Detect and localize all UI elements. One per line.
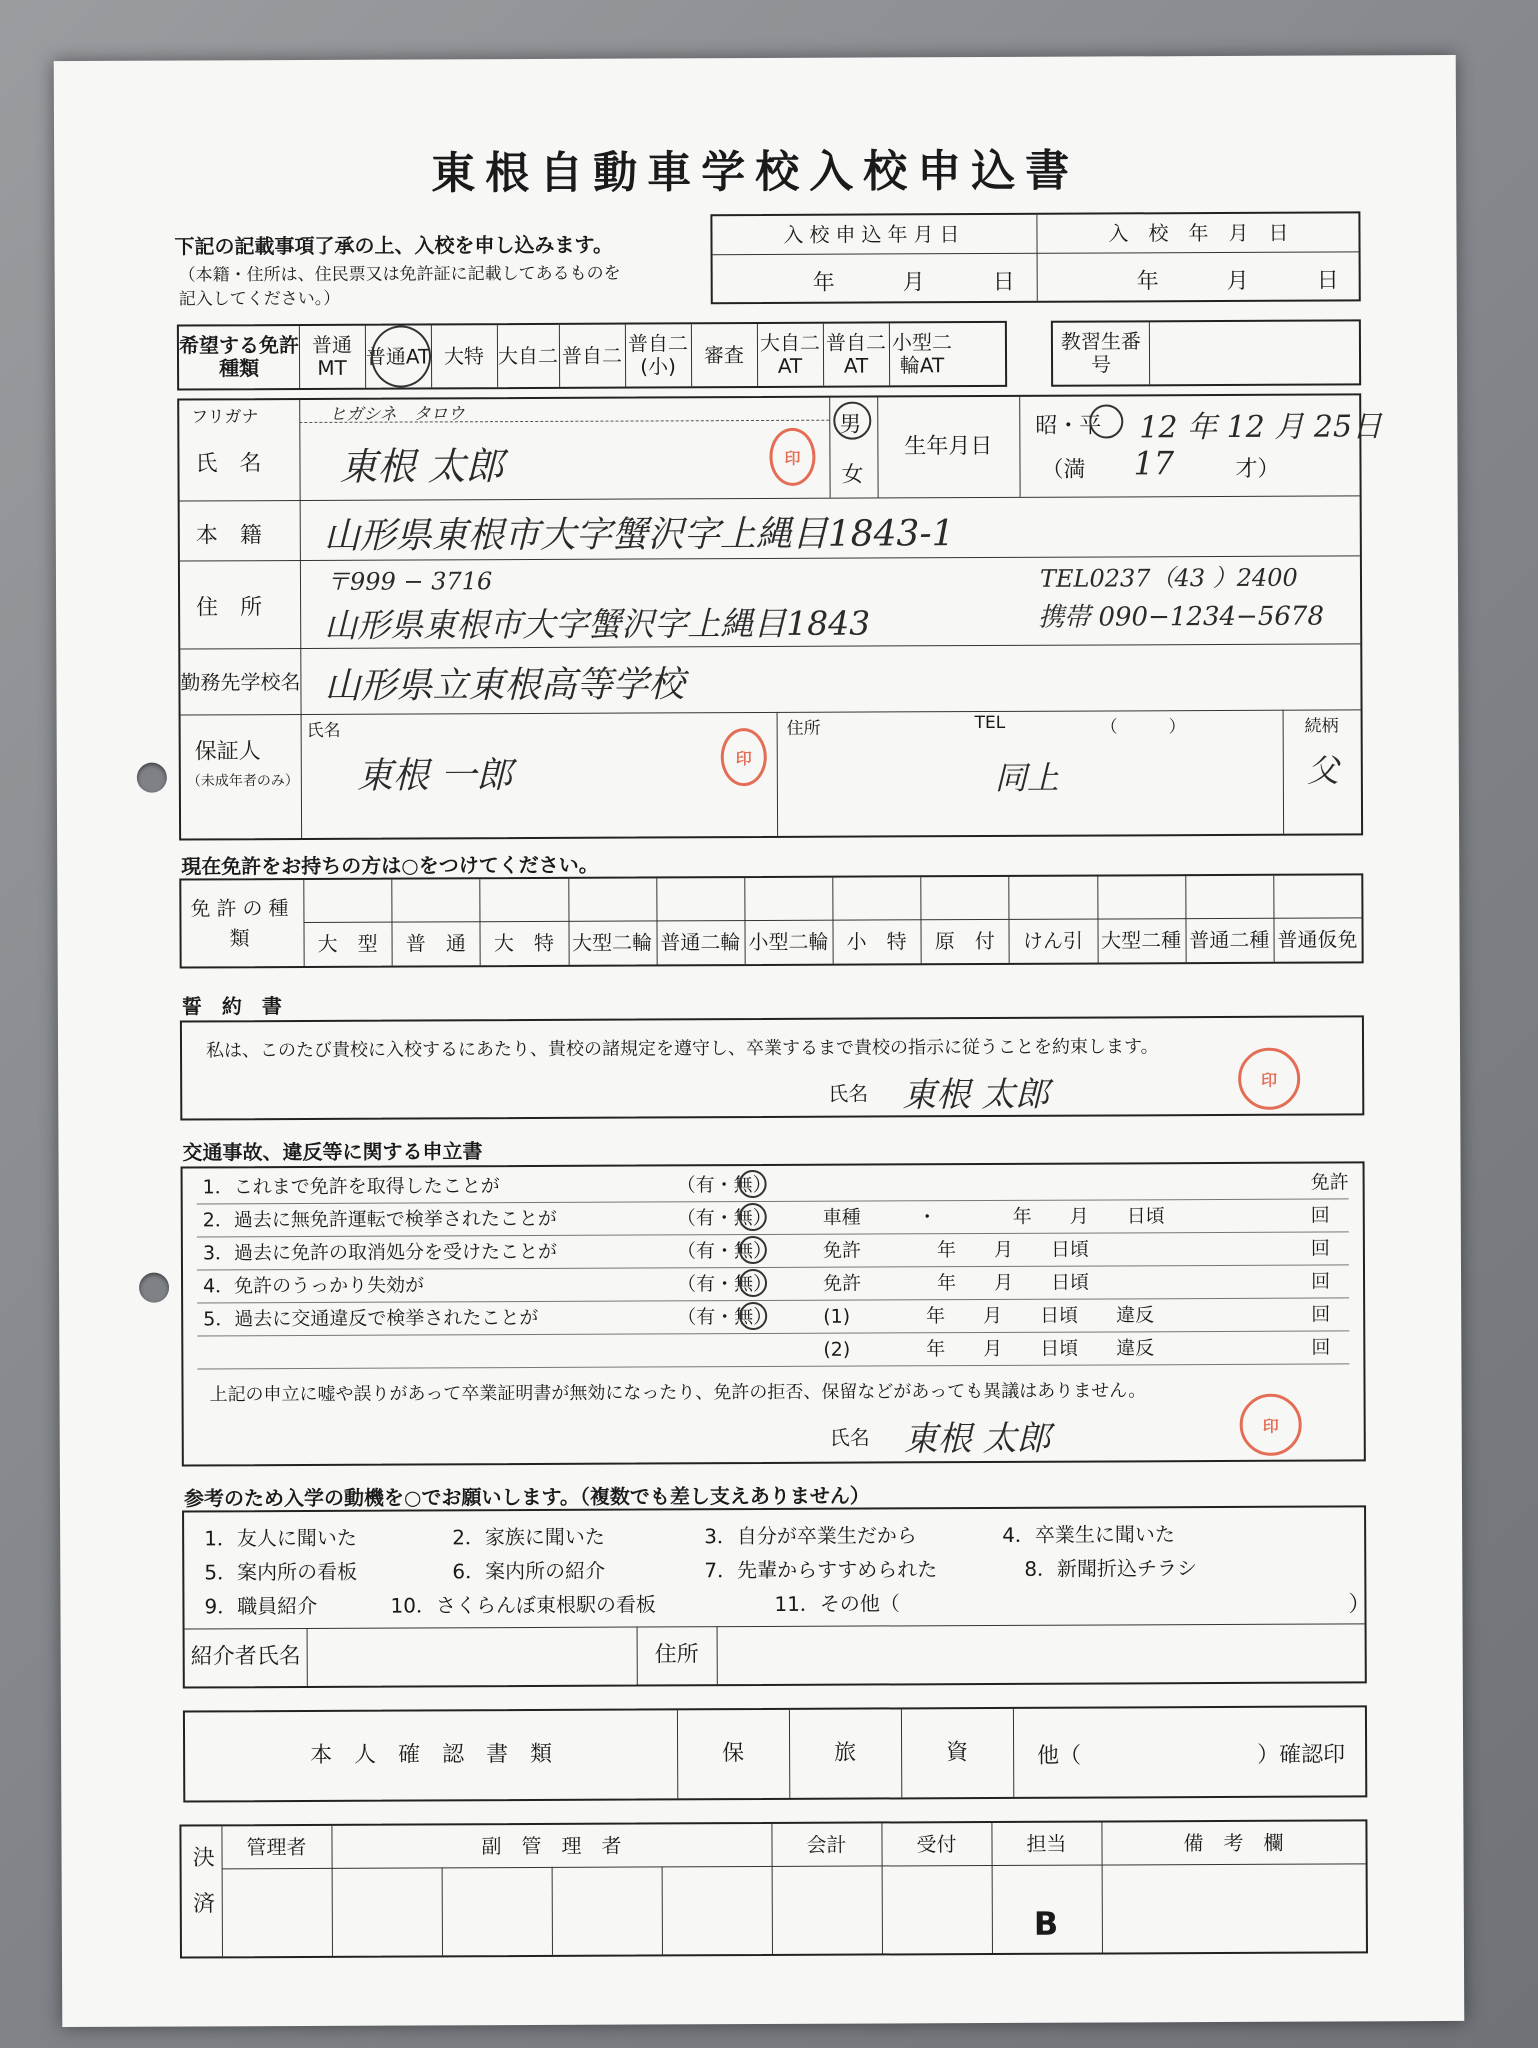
row-divider: [197, 1264, 1349, 1270]
applicant-seal-stamp: 印: [769, 428, 815, 486]
furigana-value[interactable]: ヒガシネ タロウ: [329, 404, 465, 425]
guarantor-addr-label: 住所: [786, 718, 821, 739]
motive-option-8[interactable]: 9．職員紹介: [204, 1593, 318, 1619]
desired-license-label: 希望する免許種類: [178, 333, 300, 381]
accident-question-3: 4．免許のうっかり失効が: [203, 1274, 425, 1298]
row-divider: [197, 1231, 1349, 1237]
accident-name-label: 氏名: [829, 1425, 870, 1450]
license-option-9[interactable]: 小型二輪AT: [891, 330, 953, 378]
license-option-2[interactable]: 大特: [443, 343, 485, 368]
current-license-type-9[interactable]: 大型二種: [1101, 927, 1182, 953]
accident-detail-4[interactable]: (1) 年 月 日頃 違反: [823, 1304, 1155, 1328]
sex-selected-circle: [833, 402, 871, 440]
punch-hole: [139, 1273, 169, 1303]
license-option-5[interactable]: 普自二(小): [627, 331, 689, 379]
accident-tail-3: 回: [1311, 1270, 1331, 1293]
guarantor-sub: （未成年者のみ）: [186, 773, 299, 790]
intro-line1: 下記の記載事項了承の上、入校を申し込みます。: [174, 232, 613, 259]
current-license-type-8[interactable]: けん引: [1022, 928, 1084, 953]
accident-box: [181, 1161, 1366, 1466]
guarantor-tel-paren: （ ）: [1100, 717, 1186, 738]
form-title: 東根自動車学校入校申込書: [431, 145, 1080, 200]
row-divider: [197, 1198, 1349, 1204]
relation-value[interactable]: 父: [1306, 751, 1339, 790]
apply-day[interactable]: 日: [992, 269, 1015, 295]
enter-day[interactable]: 日: [1316, 268, 1339, 294]
motive-box: [182, 1505, 1371, 1688]
accident-question-2: 3．過去に免許の取消処分を受けたことが: [202, 1240, 558, 1265]
current-license-type-0[interactable]: 大 型: [317, 931, 378, 956]
motive-option-3[interactable]: 4．卒業生に聞いた: [1002, 1522, 1175, 1547]
accident-question-1: 2．過去に無免許運転で検挙されたことが: [202, 1207, 557, 1232]
current-license-label: 免許の種類: [190, 896, 295, 951]
license-option-6[interactable]: 審査: [703, 342, 745, 367]
honseki-value[interactable]: 山形県東根市大字蟹沢字上縄目1843-1: [323, 513, 955, 557]
accident-detail-1[interactable]: 車種 ・ 年 月 日頃: [822, 1205, 1165, 1229]
workplace-label: 勤務先学校名: [180, 669, 301, 695]
no-selected-circle: [739, 1203, 767, 1231]
accident-yes-no-1[interactable]: （有・無）: [676, 1206, 772, 1230]
no-selected-circle: [739, 1302, 767, 1330]
motive-option-7[interactable]: 8．新聞折込チラシ: [1024, 1556, 1198, 1581]
motive-option-6[interactable]: 7．先輩からすすめられた: [704, 1557, 938, 1583]
accident-name[interactable]: 東根 太郎: [903, 1418, 1051, 1460]
license-option-7[interactable]: 大自二AT: [759, 330, 821, 378]
approval-box: [179, 1819, 1368, 1958]
current-license-type-2[interactable]: 大 特: [493, 930, 555, 955]
accident-tail-1: 回: [1310, 1204, 1330, 1227]
motive-close-paren: ）: [1348, 1592, 1371, 1618]
accident-detail-5[interactable]: (2) 年 月 日頃 違反: [823, 1337, 1155, 1361]
birth-value[interactable]: 12 年 12 月 25日: [1139, 409, 1383, 446]
accident-yes-no-4[interactable]: （有・無）: [677, 1305, 773, 1329]
license-option-4[interactable]: 普自二: [561, 343, 623, 368]
address-value[interactable]: 山形県東根市大字蟹沢字上縄目1843: [324, 603, 871, 645]
current-license-table: [179, 873, 1363, 968]
license-option-3[interactable]: 大自二: [497, 343, 559, 368]
student-number-box: [1051, 319, 1361, 386]
row-divider: [197, 1297, 1349, 1303]
accident-tail-0: 免許: [1310, 1171, 1349, 1194]
selected-license-circle: [371, 325, 431, 387]
motive-option-4[interactable]: 5．案内所の看板: [204, 1559, 358, 1585]
intro-line3: 記入してください。）: [178, 288, 341, 310]
accident-tail-2: 回: [1310, 1237, 1330, 1260]
address-label: 住 所: [196, 595, 263, 621]
staff-mark: B: [1033, 1904, 1059, 1943]
pledge-text: 私は、このたび貴校に入校するにあたり、貴校の諸規定を遵守し、卒業するまで貴校の指示に従うことを約束します。: [205, 1036, 1159, 1062]
no-selected-circle: [739, 1170, 767, 1198]
motive-option-2[interactable]: 3．自分が卒業生だから: [704, 1523, 917, 1549]
no-selected-circle: [739, 1269, 767, 1297]
pledge-name-label: 氏名: [828, 1081, 869, 1106]
relation-label: 続柄: [1304, 716, 1339, 737]
referrer-address-label: 住所: [654, 1642, 699, 1668]
motive-option-0[interactable]: 1．友人に聞いた: [204, 1525, 357, 1551]
accident-tail-4: 回: [1311, 1303, 1331, 1326]
motive-option-10[interactable]: 11．その他（: [774, 1591, 900, 1616]
enter-month[interactable]: 月: [1226, 268, 1249, 294]
current-license-type-6[interactable]: 小 特: [846, 928, 907, 954]
name-value[interactable]: 東根 太郎: [339, 444, 504, 489]
license-option-8[interactable]: 普自二AT: [825, 330, 887, 378]
apply-date-label: 入校申込年月日: [783, 221, 966, 247]
pledge-heading: 誓 約 書: [181, 994, 282, 1019]
workplace-value[interactable]: 山形県立東根高等学校: [324, 664, 685, 707]
punch-hole: [137, 763, 167, 793]
accident-question-4: 5．過去に交通違反で検挙されたことが: [203, 1306, 539, 1331]
birth-label: 生年月日: [904, 434, 993, 460]
approval-side-label: 決済: [189, 1845, 215, 1938]
current-license-type-5[interactable]: 小型二輪: [748, 929, 829, 954]
era-selected-circle: [1089, 404, 1123, 438]
guarantor-label: 保証人: [194, 739, 261, 765]
accident-yes-no-0[interactable]: （有・無）: [676, 1173, 772, 1197]
application-form-sheet: [54, 55, 1465, 2027]
enter-date-label: 入 校 年 月 日: [1108, 220, 1289, 245]
sex-male[interactable]: 男: [839, 412, 862, 438]
accident-seal-stamp: 印: [1240, 1394, 1302, 1456]
enter-year[interactable]: 年: [1136, 269, 1159, 295]
honseki-label: 本 籍: [195, 523, 262, 549]
apply-year[interactable]: 年: [812, 270, 835, 296]
pledge-seal-stamp: 印: [1238, 1048, 1300, 1110]
accident-tail-5: 回: [1311, 1336, 1331, 1359]
address-mobile[interactable]: 携帯 090−1234−5678: [1038, 601, 1325, 633]
guarantor-name-label: 氏名: [306, 720, 341, 741]
current-license-type-7[interactable]: 原 付: [934, 928, 995, 953]
id-documents-box: [183, 1705, 1367, 1802]
referrer-label: 紹介者氏名: [190, 1643, 301, 1670]
address-tel[interactable]: TEL0237（43 ）2400: [1039, 563, 1298, 593]
license-option-1[interactable]: 普通AT: [365, 343, 431, 369]
pledge-box: [180, 1015, 1364, 1120]
no-selected-circle: [739, 1236, 767, 1264]
motive-option-1[interactable]: 2．家族に聞いた: [452, 1524, 605, 1550]
accident-yes-no-2[interactable]: （有・無）: [676, 1239, 772, 1263]
motive-option-5[interactable]: 6．案内所の紹介: [452, 1558, 606, 1584]
id-documents-label: 本 人 確 認 書 類: [310, 1742, 553, 1769]
pledge-name[interactable]: 東根 太郎: [902, 1074, 1050, 1116]
accident-footer: 上記の申立に嘘や誤りがあって卒業証明書が無効になったり、免許の拒否、保留などがあっても異議はありません。: [209, 1380, 1147, 1406]
approval-col-deputy: 副 管 理 者: [481, 1833, 622, 1858]
furigana-label: フリガナ: [191, 407, 259, 428]
age-prefix: （満: [1041, 457, 1086, 483]
postal-code[interactable]: 〒999 − 3716: [325, 567, 493, 596]
approval-col-accounting: 会計: [806, 1832, 847, 1857]
guarantor-name[interactable]: 東根 一郎: [356, 755, 513, 797]
age-suffix: 才）: [1235, 456, 1280, 482]
guarantor-addr-value[interactable]: 同上: [994, 758, 1059, 797]
accident-question-0: 1．これまで免許を取得したことが: [202, 1175, 500, 1199]
approval-col-manager: 管理者: [246, 1834, 307, 1859]
id-opt-other[interactable]: 他（ ）確認印: [1037, 1742, 1346, 1769]
student-number-label: 教習生番号: [1060, 329, 1142, 377]
current-license-type-11[interactable]: 普通仮免: [1277, 926, 1358, 952]
approval-col-remarks: 備 考 欄: [1183, 1830, 1284, 1855]
id-opt-qualification[interactable]: 資: [946, 1740, 969, 1766]
accident-yes-no-3[interactable]: （有・無）: [677, 1272, 773, 1296]
sex-female[interactable]: 女: [841, 462, 864, 488]
guarantor-seal-stamp: 印: [721, 728, 767, 786]
id-opt-passport[interactable]: 旅: [834, 1740, 857, 1767]
accident-detail-3[interactable]: 免許 年 月 日頃: [823, 1271, 1090, 1295]
birth-era[interactable]: 昭・平: [1035, 413, 1102, 439]
apply-month[interactable]: 月: [902, 270, 925, 296]
current-license-type-3[interactable]: 大型二輪: [572, 929, 653, 955]
current-license-type-4[interactable]: 普通二輪: [660, 929, 741, 954]
intro-line2: （本籍・住所は、住民票又は免許証に記載してあるものを: [178, 263, 621, 286]
guarantor-tel-label: TEL: [974, 712, 1006, 734]
row-divider: [197, 1363, 1349, 1369]
date-box: [710, 211, 1360, 304]
id-opt-passport-insurance[interactable]: 保: [722, 1741, 745, 1767]
accident-detail-2[interactable]: 免許 年 月 日頃: [822, 1238, 1089, 1262]
current-license-type-1[interactable]: 普 通: [405, 930, 466, 956]
motive-option-9[interactable]: 10．さくらんぼ東根駅の看板: [390, 1592, 656, 1618]
motive-heading: 参考のため入学の動機を○でお願いします。（複数でも差し支えありません）: [183, 1483, 870, 1511]
approval-col-staff: 担当: [1026, 1831, 1067, 1856]
approval-col-reception: 受付: [916, 1831, 957, 1856]
accident-heading: 交通事故、違反等に関する申立書: [182, 1139, 483, 1165]
row-divider: [197, 1330, 1349, 1336]
personal-info-table: [177, 393, 1383, 840]
age-value[interactable]: 17: [1133, 444, 1175, 483]
current-license-heading: 現在免許をお持ちの方は○をつけてください。: [181, 852, 599, 879]
license-option-0[interactable]: 普通MT: [311, 332, 353, 380]
desired-license-row: [177, 321, 1007, 391]
name-label: 氏 名: [195, 451, 262, 477]
current-license-type-10[interactable]: 普通二種: [1189, 927, 1270, 952]
